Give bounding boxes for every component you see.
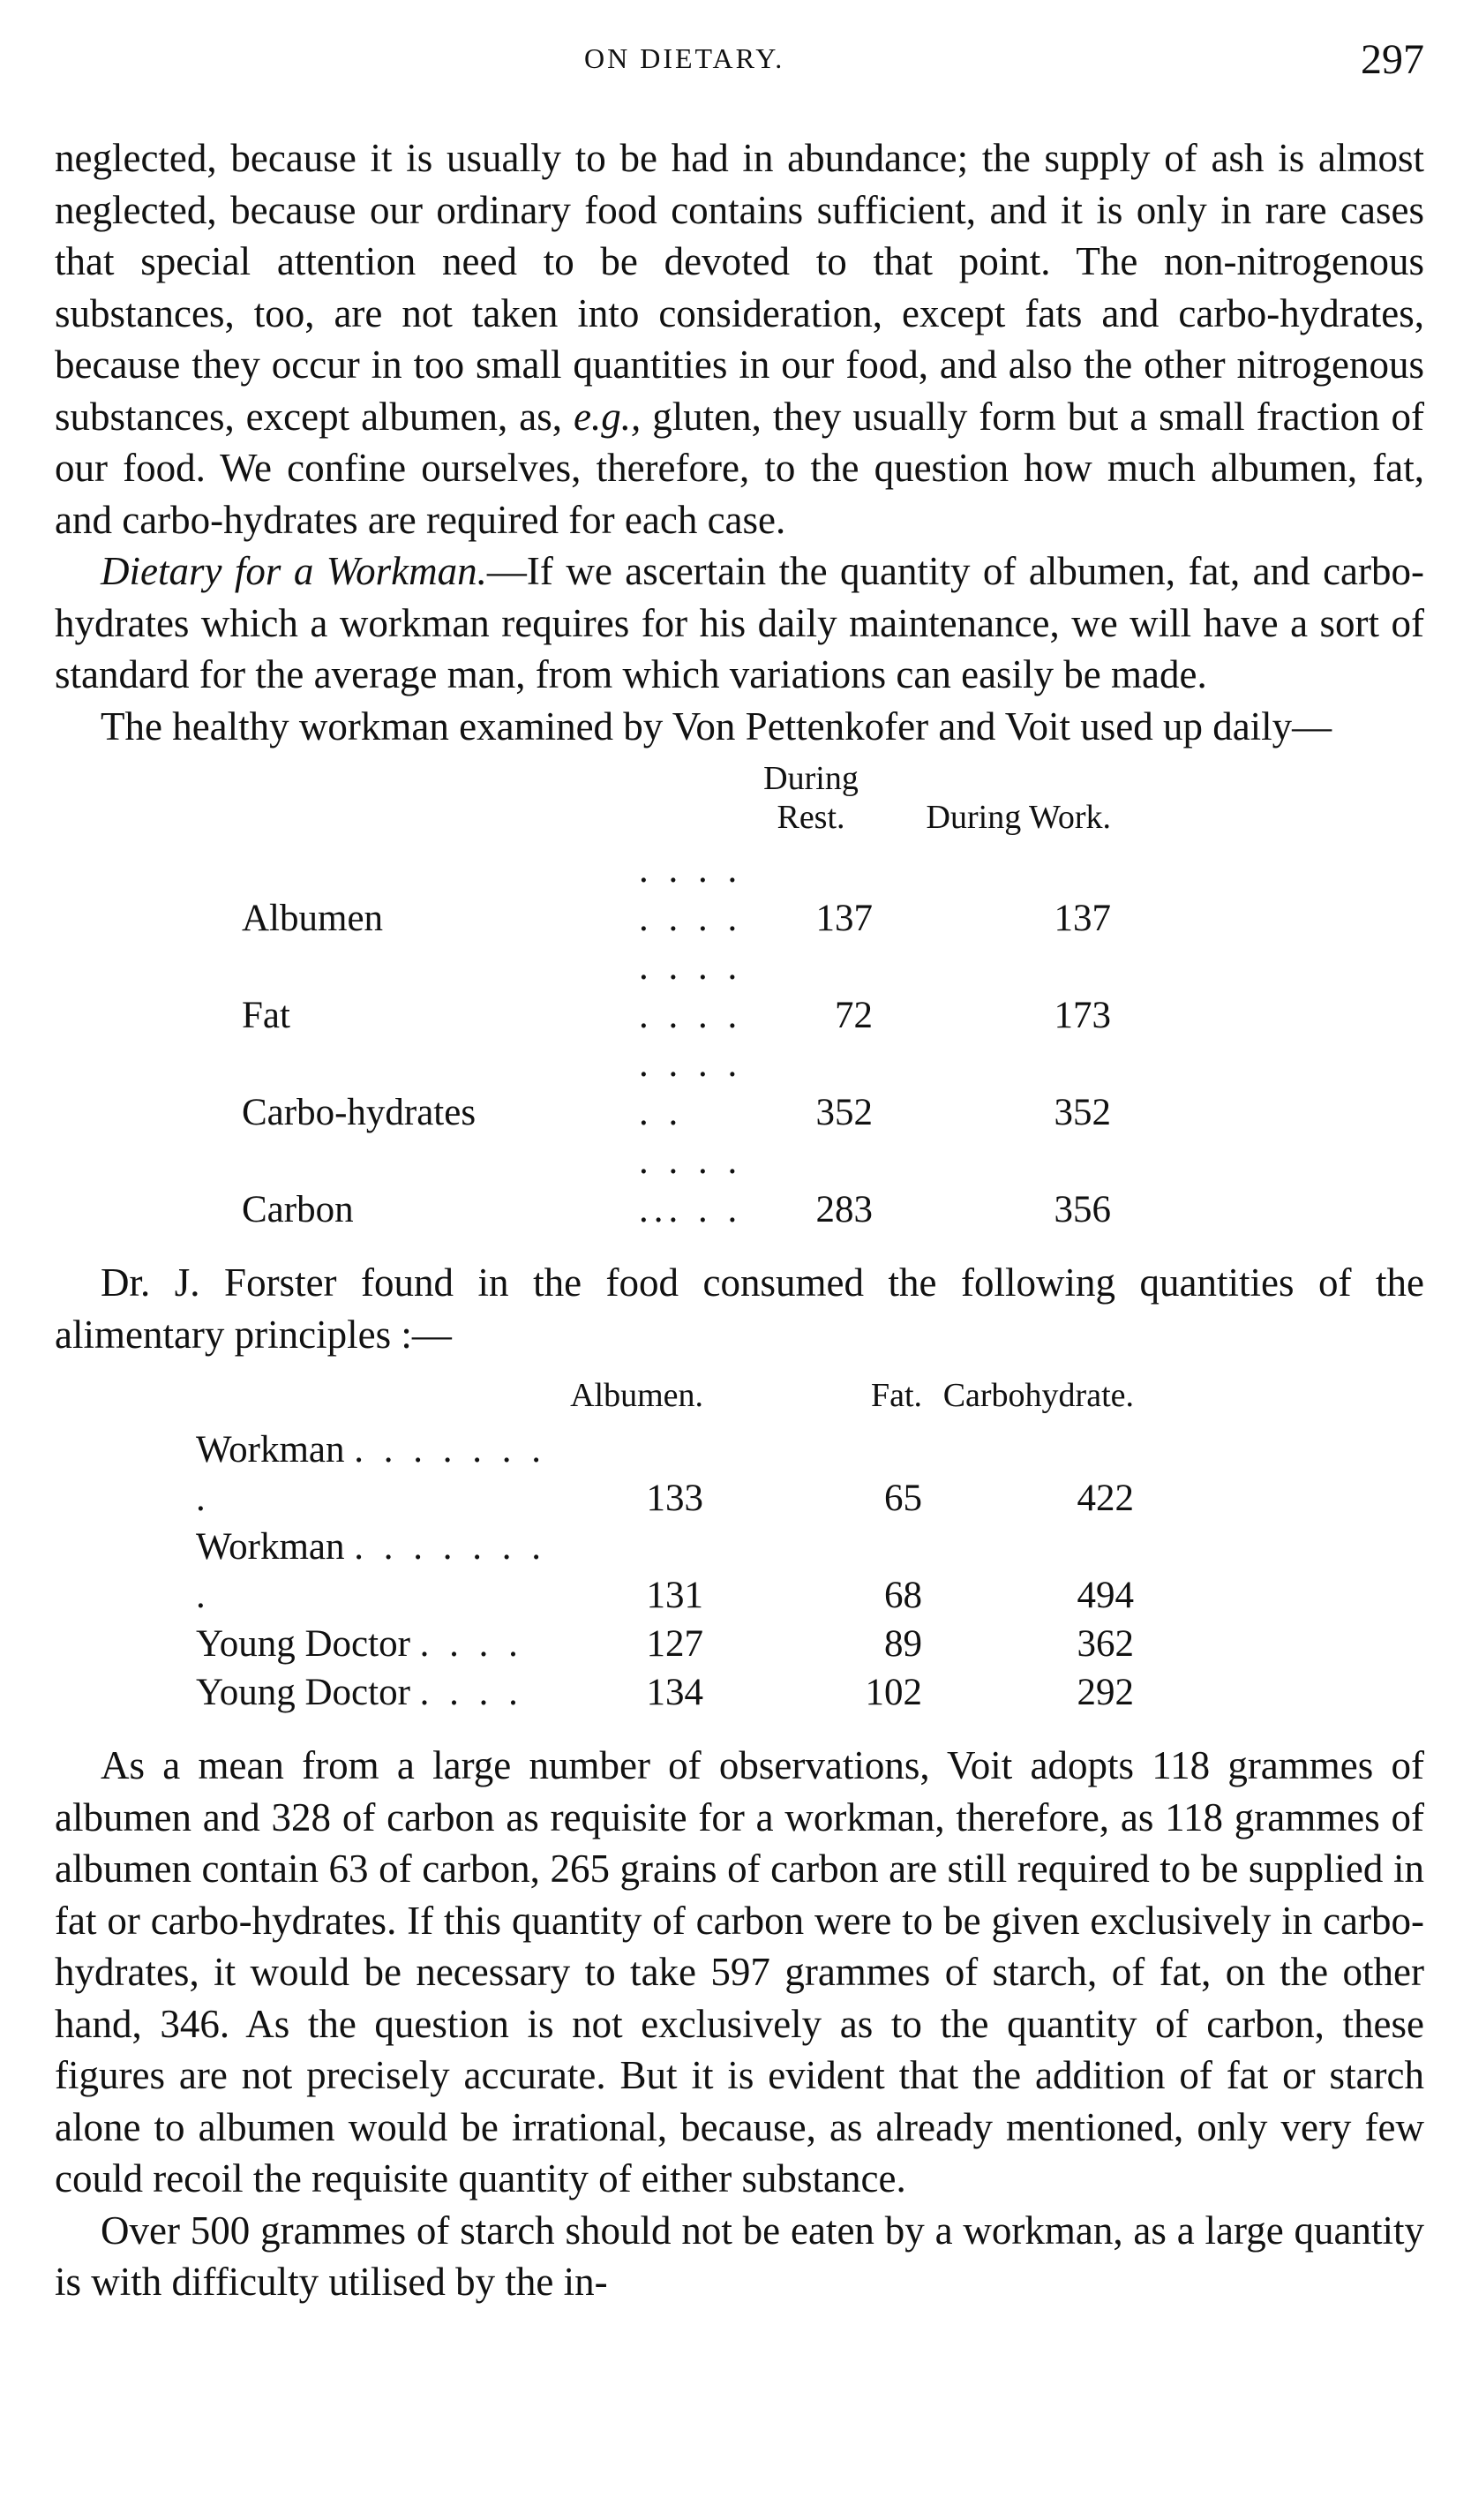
paragraph-2: Dietary for a Workman.—If we ascertain the quantity of albumen, fat, and carbo-hydrates which a workman requires for his daily maintenance, we will have a sort of standard for the average man, from which variations can easily be made. bbox=[55, 549, 1424, 696]
paragraph-4: Dr. J. Forster found in the food consumed the following quantities of the alimentary principles :— bbox=[55, 1260, 1424, 1357]
table-row: Carbon . . . . ... . . 283 356 bbox=[242, 1140, 1111, 1230]
paragraph-3: The healthy workman examined by Von Pettenkofer and Voit used up daily— bbox=[101, 703, 1332, 748]
column-header-albumen: Albumen. bbox=[570, 1377, 703, 1414]
section-heading-workman: Dietary for a Workman. bbox=[101, 549, 487, 593]
table-row: Young Doctor . . . . 127 89 362 bbox=[196, 1623, 1134, 1665]
paragraph-5: As a mean from a large number of observations, Voit adopts 118 grammes of albumen and 328 of carbon as requisite for a workman, therefore, as 118 grammes of albumen contain 63 of carbon, 265 grains of carbon are still required to be supplied in fat or carbo-hydrates. If this quantity of carbon were to be given exclusively in carbo-hydrates, it would be necessary to take 597 grammes of starch, of fat, on the other hand, 346. As the question is not exclusively as to the quantity of carbon, these figures are not precisely accurate. But it is evident that the addition of fat or starch alone to albumen would be irrational, because, as already mentioned, only very few could recoil the requisite quantity of either substance. bbox=[55, 1743, 1424, 2200]
column-header-rest: During Rest. bbox=[763, 760, 859, 836]
page-header bbox=[55, 35, 1424, 88]
table-pettenkofer-voit bbox=[242, 759, 1111, 1234]
column-header-carbohydrate: Carbohydrate. bbox=[942, 1377, 1134, 1414]
column-header-fat: Fat. bbox=[870, 1377, 922, 1414]
table-row: Workman . . . . . . . . 133 65 422 bbox=[196, 1429, 1134, 1519]
table-row: Albumen . . . . . . . . 137 137 bbox=[242, 849, 1111, 939]
table-row: Workman . . . . . . . . 131 68 494 bbox=[196, 1526, 1134, 1616]
paragraph-1: neglected, because it is usually to be had in abundance; the supply of ash is almost neglected, because our ordinary food contains sufficient, and it is only in rare cases that special attention need to be devoted to that point. The non-nitrogenous substances, too, are not taken into consideration, except fats and carbo-hydrates, because they occur in too small quantities in our food, and also the other nitrogenous substances, except albumen, as, e.g., gluten, they usually form but a small fraction of our food. We confine ourselves, therefore, to the question how much albumen, fat, and carbo-hydrates are required for each case. bbox=[55, 136, 1425, 542]
table-row: Fat . . . . . . . . 72 173 bbox=[242, 946, 1111, 1036]
table-forster bbox=[196, 1376, 1134, 1717]
table-row: Carbo-hydrates . . . . . . 352 352 bbox=[242, 1043, 1111, 1133]
eg-abbrev: e.g., bbox=[573, 394, 642, 439]
paragraph-6: Over 500 grammes of starch should not be eaten by a workman, as a large quantity is with difficulty utilised by the in- bbox=[55, 2208, 1424, 2304]
page-number: 297 bbox=[1361, 36, 1424, 83]
column-header-work: During Work. bbox=[926, 799, 1111, 836]
table-row: Young Doctor . . . . 134 102 292 bbox=[196, 1672, 1134, 1713]
body-text bbox=[55, 132, 1424, 2308]
running-head: ON DIETARY. bbox=[584, 42, 785, 74]
